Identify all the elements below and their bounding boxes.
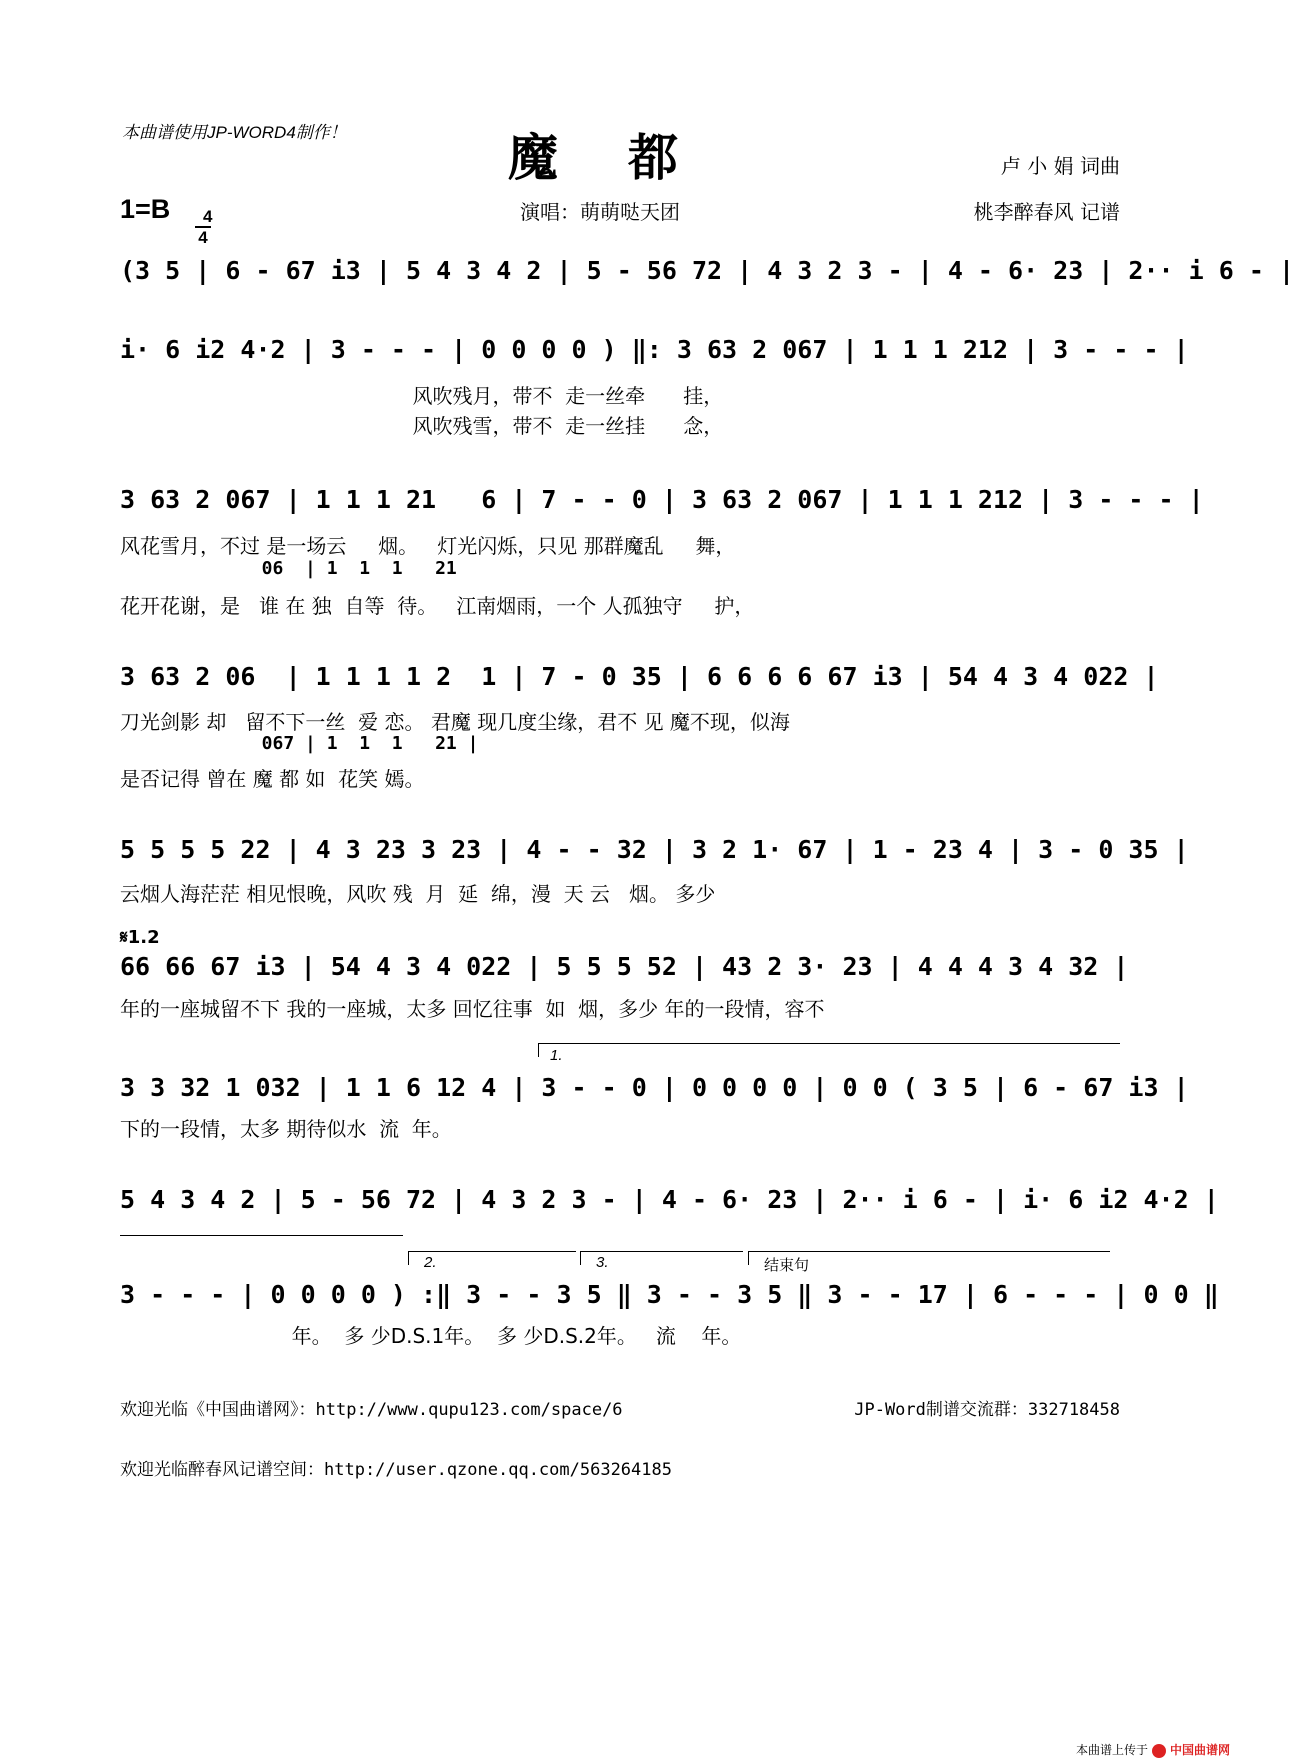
lyrics-line-3a: 风花雪月，不过 是一场云 烟。 灯光闪烁，只见 那群魔乱 舞， xyxy=(120,534,736,558)
score-line-8: 5 4 3 4 2 | 5 - 56 72 | 4 3 2 3 - | 4 - 6· 23 | 2·· i 6 - | i· 6 i2 4·2 | xyxy=(120,1185,1219,1214)
volta-1-continuation xyxy=(120,1235,403,1236)
segno-mark: 𝄋1.2 xyxy=(120,927,160,948)
score-line-9: 3 - - - | 0 0 0 0 ) :‖ 3 - - 3 5 ‖ 3 - - 3 5 ‖ 3 - - 17 | 6 - - - | 0 0 ‖ xyxy=(120,1280,1219,1309)
time-sig-bottom: 4 xyxy=(198,228,208,247)
score-line-3: 3 63 2 067 | 1 1 1 21 6 | 7 - - 0 | 3 63 2 067 | 1 1 1 212 | 3 - - - | xyxy=(120,485,1204,514)
lyrics-line-2a: 风吹残月，带不 走一丝牵 挂， xyxy=(120,384,724,408)
volta-1-bracket xyxy=(538,1043,1120,1044)
transcriber: 桃李醉春风 记谱 xyxy=(973,200,1120,224)
lyricist-composer: 卢 小 娟 词曲 xyxy=(1000,154,1120,178)
volta-3-tick xyxy=(580,1251,581,1265)
footer-site-link[interactable]: 欢迎光临《中国曲谱网》：http://www.qupu123.com/space/6 xyxy=(120,1400,623,1420)
time-signature xyxy=(193,188,213,247)
score-line-1: (3 5 | 6 - 67 i3 | 5 4 3 4 2 | 5 - 56 72 | 4 3 2 3 - | 4 - 6· 23 | 2·· i 6 - | xyxy=(120,256,1294,285)
lyrics-line-5: 云烟人海茫茫 相见恨晚，风吹 残 月 延 绵，漫 天 云 烟。 多少 xyxy=(120,882,716,906)
coda-bracket xyxy=(748,1251,1110,1252)
alt-score-line-3: 06 | 1 1 1 21 xyxy=(240,558,457,579)
volta-1-label: 1. xyxy=(550,1047,563,1064)
singer: 演唱：萌萌哒天团 xyxy=(520,200,680,224)
time-sig-top: 4 xyxy=(202,207,213,226)
lyrics-line-3b: 花开花谢，是 谁 在 独 自等 待。 江南烟雨，一个 人孤独守 护， xyxy=(120,594,755,618)
key-signature: 1=B xyxy=(120,194,171,224)
volta-3-label: 3. xyxy=(596,1254,609,1271)
score-line-2: i· 6 i2 4·2 | 3 - - - | 0 0 0 0 ) ‖: 3 63 2 067 | 1 1 1 212 | 3 - - - | xyxy=(120,335,1189,364)
volta-2-label: 2. xyxy=(424,1254,437,1271)
made-with-note: 本曲谱使用JP-WORD4制作！ xyxy=(122,123,347,142)
song-title: 魔都 xyxy=(508,128,748,187)
volta-2-bracket xyxy=(408,1251,576,1252)
upload-prefix: 本曲谱上传于 xyxy=(1075,1743,1148,1757)
upload-credit xyxy=(1069,1727,1230,1758)
brand-name: 中国曲谱网 xyxy=(1169,1743,1230,1757)
score-line-6: 66 66 67 i3 | 54 4 3 4 022 | 5 5 5 52 | 43 2 3· 23 | 4 4 4 3 4 32 | xyxy=(120,952,1129,981)
lyrics-line-7: 下的一段情，太多 期待似水 流 年。 xyxy=(120,1117,452,1141)
lyrics-line-2b: 风吹残雪，带不 走一丝挂 念， xyxy=(120,414,724,438)
footer-space-link[interactable]: 欢迎光临醉春风记谱空间：http://user.qzone.qq.com/563264185 xyxy=(120,1460,672,1480)
lyrics-line-4b: 是否记得 曾在 魔 都 如 花笑 嫣。 xyxy=(120,767,425,791)
volta-1-tick xyxy=(538,1043,539,1057)
coda-tick xyxy=(748,1251,749,1265)
volta-2-tick xyxy=(408,1251,409,1265)
volta-3-bracket xyxy=(580,1251,743,1252)
footer-group: JP-Word制谱交流群：332718458 xyxy=(854,1400,1120,1420)
coda-label: 结束句 xyxy=(764,1256,810,1274)
lyrics-line-9: 年。 多 少D.S.1年。 多 少D.S.2年。 流 年。 xyxy=(120,1324,742,1348)
lyrics-line-4a: 刀光剑影 却 留不下一丝 爱 恋。 君魔 现几度尘缘，君不 见 魔不现，似海 xyxy=(120,710,790,734)
score-line-4: 3 63 2 06 | 1 1 1 1 2 1 | 7 - 0 35 | 6 6 6 6 67 i3 | 54 4 3 4 022 | xyxy=(120,662,1159,691)
alt-score-line-4: 067 | 1 1 1 21 | xyxy=(240,733,479,754)
brand-logo-icon xyxy=(1152,1744,1166,1758)
score-line-5: 5 5 5 5 22 | 4 3 23 3 23 | 4 - - 32 | 3 2 1· 67 | 1 - 23 4 | 3 - 0 35 | xyxy=(120,835,1189,864)
score-line-7: 3 3 32 1 032 | 1 1 6 12 4 | 3 - - 0 | 0 0 0 0 | 0 0 ( 3 5 | 6 - 67 i3 | xyxy=(120,1073,1189,1102)
lyrics-line-6: 年的一座城留不下 我的一座城，太多 回忆往事 如 烟，多少 年的一段情，容不 xyxy=(120,997,825,1021)
